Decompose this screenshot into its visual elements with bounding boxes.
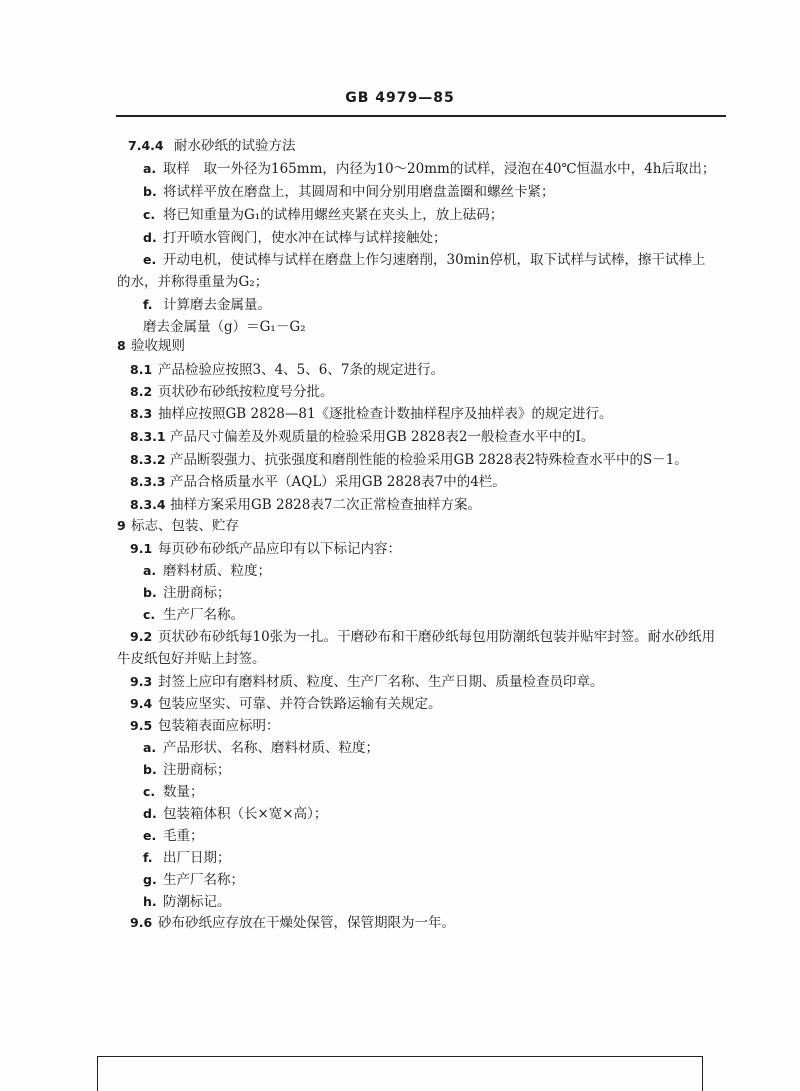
clause-number: 9.6 bbox=[130, 915, 153, 930]
clause-number: b. bbox=[143, 585, 157, 600]
clause-text: 包装箱表面应标明： bbox=[158, 718, 280, 734]
clause-number: e. bbox=[143, 828, 157, 843]
clause-number: 9.5 bbox=[130, 718, 153, 733]
clause-number: c. bbox=[143, 607, 156, 622]
text-line bbox=[130, 428, 594, 446]
text-line bbox=[143, 739, 379, 757]
clause-number: 8.2 bbox=[130, 384, 153, 399]
text-line bbox=[130, 673, 604, 691]
clause-text: 将试样平放在磨盘上，其圆周和中间分别用磨盘盖圈和螺丝卡紧； bbox=[163, 184, 555, 200]
clause-number: 8.3.3 bbox=[130, 474, 166, 489]
clause-text: 生产厂名称。 bbox=[163, 607, 244, 623]
footer-box bbox=[97, 1056, 703, 1091]
clause-text: 页状砂布砂纸按粒度号分批。 bbox=[158, 384, 334, 400]
text-line bbox=[143, 318, 306, 336]
clause-text: 抽样方案采用GB 2828表7二次正常检查抽样方案。 bbox=[170, 497, 481, 513]
clause-number: b. bbox=[143, 184, 157, 199]
clause-text: 耐水砂纸的试验方法 bbox=[174, 138, 296, 154]
clause-text: 产品检验应按照3、4、5、6、7条的规定进行。 bbox=[158, 362, 444, 378]
clause-text: 抽样应按照GB 2828—81《逐批检查计数抽样程序及抽样表》的规定进行。 bbox=[158, 406, 613, 422]
clause-text: 打开喷水管阀门，使水冲在试棒与试样接触处； bbox=[163, 230, 447, 246]
clause-number: 9 bbox=[117, 518, 126, 533]
text-line bbox=[130, 914, 455, 932]
text-line bbox=[117, 337, 185, 355]
clause-number: d. bbox=[143, 806, 157, 821]
text-line bbox=[130, 383, 334, 401]
text-line bbox=[143, 893, 231, 911]
clause-number: h. bbox=[143, 894, 157, 909]
clause-number: 9.2 bbox=[130, 629, 153, 644]
clause-text: 注册商标； bbox=[163, 585, 231, 601]
clause-text: 毛重； bbox=[163, 828, 204, 844]
clause-number: 8.3.2 bbox=[130, 452, 166, 467]
text-line bbox=[128, 137, 296, 155]
clause-number: 8.3 bbox=[130, 406, 153, 421]
clause-text: 牛皮纸包好并贴上封签。 bbox=[117, 651, 266, 667]
clause-text: 产品断裂强力、抗张强度和磨削性能的检验采用GB 2828表2特殊检查水平中的S－1。 bbox=[170, 452, 688, 468]
clause-text: 磨去金属量（g）＝G₁－G₂ bbox=[143, 319, 306, 335]
clause-text: 计算磨去金属量。 bbox=[163, 297, 271, 313]
text-line bbox=[143, 805, 327, 823]
clause-text: 验收规则 bbox=[131, 338, 185, 354]
clause-number: b. bbox=[143, 762, 157, 777]
clause-text: 产品形状、名称、磨料材质、粒度； bbox=[163, 740, 379, 756]
text-line bbox=[143, 296, 271, 314]
clause-text: 标志、包装、贮存 bbox=[131, 518, 239, 534]
clause-text: 砂布砂纸应存放在干燥处保管，保管期限为一年。 bbox=[158, 915, 455, 931]
text-line bbox=[143, 206, 503, 224]
text-line bbox=[130, 496, 481, 514]
clause-text: 将已知重量为G₁的试棒用螺丝夹紧在夹头上，放上砝码； bbox=[163, 207, 504, 223]
text-line bbox=[130, 540, 401, 558]
clause-text: 产品合格质量水平（AQL）采用GB 2828表7中的4栏。 bbox=[170, 474, 506, 490]
clause-text: 生产厂名称； bbox=[163, 872, 244, 888]
clause-text: 防潮标记。 bbox=[163, 894, 231, 910]
text-line bbox=[130, 695, 442, 713]
clause-number: a. bbox=[143, 161, 157, 176]
text-line bbox=[130, 361, 444, 379]
clause-text: 包装箱体积（长×宽×高）； bbox=[163, 806, 328, 822]
clause-text: 包装应坚实、可靠、并符合铁路运输有关规定。 bbox=[158, 696, 442, 712]
text-line bbox=[143, 229, 447, 247]
header-rule bbox=[116, 115, 726, 117]
clause-number: 8.3.1 bbox=[130, 429, 166, 444]
text-line bbox=[130, 717, 280, 735]
clause-text: 数量； bbox=[163, 784, 204, 800]
text-line bbox=[143, 827, 204, 845]
text-line bbox=[143, 183, 555, 201]
clause-number: g. bbox=[143, 872, 157, 887]
text-line bbox=[143, 562, 271, 580]
clause-number: c. bbox=[143, 207, 156, 222]
clause-text: 的水，并称得重量为G₂； bbox=[117, 274, 269, 290]
clause-number: 8 bbox=[117, 338, 126, 353]
standard-number-header: GB 4979—85 bbox=[345, 90, 455, 106]
text-line bbox=[130, 628, 715, 646]
text-line bbox=[143, 761, 231, 779]
text-line bbox=[130, 473, 506, 491]
clause-number: 7.4.4 bbox=[128, 138, 164, 153]
clause-text: 页状砂布砂纸每10张为一扎。干磨砂布和干磨砂纸每包用防潮纸包装并贴牢封签。耐水砂纸用 bbox=[158, 629, 716, 645]
clause-text: 每页砂布砂纸产品应印有以下标记内容： bbox=[158, 541, 401, 557]
clause-text: 注册商标； bbox=[163, 762, 231, 778]
text-line bbox=[143, 871, 244, 889]
clause-number: e. bbox=[143, 252, 157, 267]
clause-number: c. bbox=[143, 784, 156, 799]
text-line bbox=[143, 849, 231, 867]
clause-number: a. bbox=[143, 563, 157, 578]
clause-number: f. bbox=[143, 297, 153, 312]
text-line bbox=[143, 160, 715, 178]
clause-text: 开动电机，使试棒与试样在磨盘上作匀速磨削，30min停机，取下试样与试棒，擦干试棒上 bbox=[163, 252, 706, 268]
clause-text: 出厂日期； bbox=[163, 850, 231, 866]
text-line bbox=[143, 251, 706, 269]
text-line bbox=[143, 606, 244, 624]
text-line bbox=[117, 273, 268, 291]
clause-number: 8.1 bbox=[130, 362, 153, 377]
text-line bbox=[117, 650, 266, 668]
clause-text: 产品尺寸偏差及外观质量的检验采用GB 2828表2一般检查水平中的I。 bbox=[170, 429, 595, 445]
text-line bbox=[117, 517, 239, 535]
clause-number: 9.1 bbox=[130, 541, 153, 556]
clause-text: 磨料材质、粒度； bbox=[163, 563, 271, 579]
clause-number: 8.3.4 bbox=[130, 497, 166, 512]
text-line bbox=[143, 584, 231, 602]
clause-number: 9.4 bbox=[130, 696, 153, 711]
clause-number: a. bbox=[143, 740, 157, 755]
clause-text: 取样 取一外径为165mm，内径为10～20mm的试样，浸泡在40℃恒温水中，4h后取出； bbox=[163, 161, 716, 177]
clause-text: 封签上应印有磨料材质、粒度、生产厂名称、生产日期、质量检查员印章。 bbox=[158, 674, 604, 690]
text-line bbox=[130, 405, 613, 423]
text-line bbox=[143, 783, 204, 801]
clause-number: d. bbox=[143, 230, 157, 245]
text-line bbox=[130, 451, 688, 469]
clause-number: 9.3 bbox=[130, 674, 153, 689]
clause-number: f. bbox=[143, 850, 153, 865]
